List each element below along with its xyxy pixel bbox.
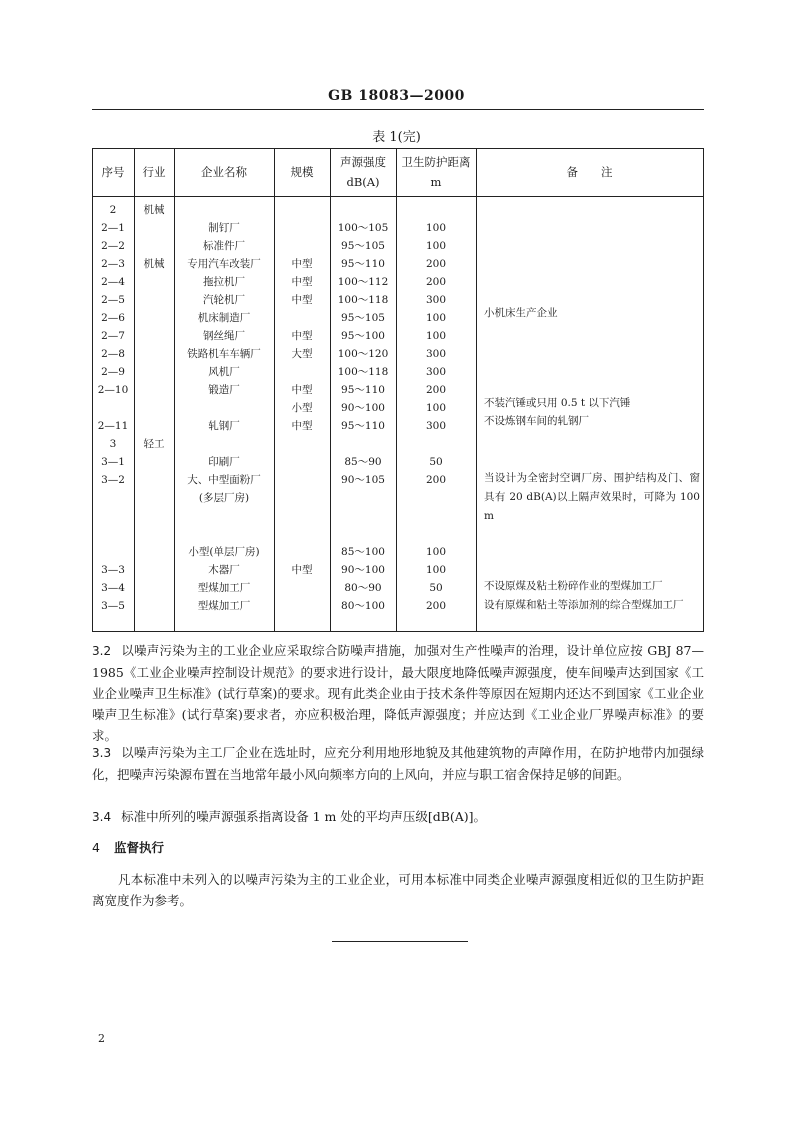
clause-text: 以噪声污染为主的工业企业应采取综合防噪声措施，加强对生产性噪声的治理，设计单位应按 GBJ 87—1985《工业企业噪声控制设计规范》的要求进行设计，最大限度地降低噪声源强度，使车间噪声达到国家《工业企业噪声卫生标准》(试行草案)的要求。现有此类企业由于技术条件等原因在短期内还达不到国家《工业企业噪声卫生标准》(试行草案)要求者，亦应积极治理，降低声源强度；并应达到《工业企业厂界噪声标准》的要求。 bbox=[92, 643, 704, 743]
table-caption: 表 1(完) bbox=[372, 130, 421, 145]
cell-noise: 85～100 bbox=[341, 546, 385, 558]
cell-scale: 中型 bbox=[291, 258, 313, 270]
cell-scale: 中型 bbox=[291, 330, 313, 342]
cell-name: 风机厂 bbox=[208, 366, 240, 378]
cell-no: 2—5 bbox=[101, 294, 125, 306]
clause-3-2 bbox=[92, 640, 704, 746]
cell-noise: 95～105 bbox=[341, 240, 385, 252]
cell-name: 铁路机车车辆厂 bbox=[187, 348, 261, 360]
cell-scale: 大型 bbox=[291, 348, 313, 360]
page-number: 2 bbox=[98, 1032, 105, 1045]
cell-industry: 机械 bbox=[143, 204, 165, 216]
cell-no: 2—4 bbox=[101, 276, 125, 288]
remark-cell: 不装汽锤或只用 0.5 t 以下汽锤 bbox=[484, 397, 631, 409]
cell-distance: 50 bbox=[429, 582, 443, 594]
clause-3-4 bbox=[92, 806, 704, 828]
cell-distance: 200 bbox=[425, 276, 447, 288]
remark-cell: 设有原煤和粘土等添加剂的综合型煤加工厂 bbox=[484, 599, 684, 611]
table-right-border bbox=[703, 148, 704, 632]
section-4-heading bbox=[92, 838, 164, 856]
cell-no: 2—11 bbox=[97, 420, 129, 432]
clause-number: 3.3 bbox=[92, 746, 112, 760]
cell-scale: 中型 bbox=[291, 420, 313, 432]
cell-name: 型煤加工厂 bbox=[197, 582, 251, 594]
col-divider bbox=[134, 148, 135, 632]
remark-cell: 不设原煤及粘土粉碎作业的型煤加工厂 bbox=[484, 580, 663, 592]
clause-text: 标准中所列的噪声源强系指离设备 1 m 处的平均声压级[dB(A)]。 bbox=[121, 809, 487, 824]
cell-no: 2—8 bbox=[101, 348, 125, 360]
cell-name: 型煤加工厂 bbox=[197, 600, 251, 612]
cell-no: 2—6 bbox=[101, 312, 125, 324]
cell-scale: 中型 bbox=[291, 564, 313, 576]
col-header-noise: 声源强度 bbox=[340, 155, 386, 169]
cell-name: 锻造厂 bbox=[208, 384, 240, 396]
table-top-border bbox=[92, 148, 704, 149]
cell-name: 钢丝绳厂 bbox=[203, 330, 245, 342]
remark-cell: 当设计为全密封空调厂房、围护结构及门、窗具有 20 dB(A)以上隔声效果时，可降为 100 m bbox=[484, 472, 700, 522]
cell-no: 3—4 bbox=[101, 582, 125, 594]
table-header-rule bbox=[92, 196, 704, 197]
cell-distance: 100 bbox=[425, 546, 447, 558]
cell-no: 3—5 bbox=[101, 600, 125, 612]
cell-name: 汽轮机厂 bbox=[203, 294, 245, 306]
standard-header: GB 18083—2000 bbox=[328, 88, 465, 104]
clause-3-3 bbox=[92, 742, 704, 785]
cell-noise: 100～112 bbox=[337, 276, 389, 288]
cell-noise: 100～118 bbox=[337, 294, 389, 306]
section-title: 监督执行 bbox=[113, 840, 164, 855]
cell-noise: 90～100 bbox=[341, 564, 385, 576]
cell-distance: 300 bbox=[425, 348, 447, 360]
cell-distance: 100 bbox=[425, 240, 447, 252]
col-header-no: 序号 bbox=[101, 165, 125, 179]
cell-no: 2—1 bbox=[101, 222, 125, 234]
cell-no: 2 bbox=[109, 204, 117, 216]
clause-number: 3.2 bbox=[92, 644, 112, 658]
cell-no: 2—10 bbox=[97, 384, 129, 396]
section-number: 4 bbox=[92, 840, 100, 855]
table-bottom-border bbox=[92, 631, 704, 632]
cell-noise: 80～100 bbox=[341, 600, 385, 612]
noise-distance-table bbox=[92, 148, 704, 632]
cell-name: 印刷厂 bbox=[208, 456, 240, 468]
cell-industry: 轻工 bbox=[143, 438, 165, 450]
cell-no: 3 bbox=[109, 438, 117, 450]
cell-distance: 200 bbox=[425, 600, 447, 612]
col-divider bbox=[476, 148, 477, 632]
cell-name: 木器厂 bbox=[208, 564, 240, 576]
cell-distance: 50 bbox=[429, 456, 443, 468]
remark-cell: 小机床生产企业 bbox=[484, 307, 558, 319]
col-header-remarks: 备 注 bbox=[566, 165, 613, 179]
cell-no: 3—3 bbox=[101, 564, 125, 576]
cell-noise: 95～110 bbox=[341, 258, 385, 270]
col-header-distance-unit: m bbox=[430, 175, 442, 189]
cell-noise: 100～120 bbox=[337, 348, 389, 360]
cell-name: (多层厂房) bbox=[198, 492, 250, 504]
cell-no: 3—1 bbox=[101, 456, 125, 468]
cell-no: 2—7 bbox=[101, 330, 125, 342]
col-header-noise-unit: dB(A) bbox=[346, 175, 380, 189]
cell-name: 专用汽车改装厂 bbox=[187, 258, 261, 270]
col-header-industry: 行业 bbox=[142, 165, 166, 179]
cell-name: 轧钢厂 bbox=[208, 420, 240, 432]
cell-noise: 100～105 bbox=[337, 222, 389, 234]
cell-no: 2—9 bbox=[101, 366, 125, 378]
cell-name: 大、中型面粉厂 bbox=[187, 474, 261, 486]
cell-noise: 90～100 bbox=[341, 402, 385, 414]
col-header-name: 企业名称 bbox=[201, 165, 247, 179]
cell-noise: 90～105 bbox=[341, 474, 385, 486]
cell-distance: 300 bbox=[425, 294, 447, 306]
cell-noise: 95～110 bbox=[341, 384, 385, 396]
cell-distance: 200 bbox=[425, 384, 447, 396]
cell-scale: 中型 bbox=[291, 276, 313, 288]
cell-distance: 200 bbox=[425, 474, 447, 486]
cell-noise: 80～90 bbox=[344, 582, 382, 594]
cell-distance: 100 bbox=[425, 330, 447, 342]
cell-industry: 机械 bbox=[143, 258, 165, 270]
cell-name: 小型(单层厂房) bbox=[188, 546, 260, 558]
clause-text: 以噪声污染为主工厂企业在选址时，应充分利用地形地貌及其他建筑物的声障作用，在防护地带内加强绿化，把噪声污染源布置在当地常年最小风向频率方向的上风向，并应与职工宿舍保持足够的间距。 bbox=[92, 745, 704, 782]
cell-name: 拖拉机厂 bbox=[203, 276, 245, 288]
cell-scale: 小型 bbox=[291, 402, 313, 414]
remark-cell: 不设炼钢车间的轧钢厂 bbox=[484, 415, 589, 427]
cell-name: 制钉厂 bbox=[208, 222, 240, 234]
cell-distance: 300 bbox=[425, 420, 447, 432]
end-rule bbox=[332, 941, 468, 942]
cell-noise: 100～118 bbox=[337, 366, 389, 378]
cell-distance: 200 bbox=[425, 258, 447, 270]
cell-distance: 100 bbox=[425, 312, 447, 324]
cell-no: 2—3 bbox=[101, 258, 125, 270]
cell-no: 3—2 bbox=[101, 474, 125, 486]
cell-distance: 300 bbox=[425, 366, 447, 378]
cell-scale: 中型 bbox=[291, 384, 313, 396]
cell-distance: 100 bbox=[425, 402, 447, 414]
section-4-text: 凡本标准中未列入的以噪声污染为主的工业企业，可用本标准中同类企业噪声源强度相近似的卫生防护距离宽度作为参考。 bbox=[92, 872, 704, 908]
cell-noise: 95～105 bbox=[341, 312, 385, 324]
cell-distance: 100 bbox=[425, 222, 447, 234]
cell-name: 标准件厂 bbox=[203, 240, 245, 252]
cell-noise: 85～90 bbox=[344, 456, 382, 468]
clause-number: 3.4 bbox=[92, 810, 112, 824]
cell-noise: 95～100 bbox=[341, 330, 385, 342]
cell-scale: 中型 bbox=[291, 294, 313, 306]
cell-name: 机床制造厂 bbox=[197, 312, 251, 324]
header-rule bbox=[92, 109, 704, 110]
col-header-scale: 规模 bbox=[290, 165, 314, 179]
cell-noise: 95～110 bbox=[341, 420, 385, 432]
cell-distance: 100 bbox=[425, 564, 447, 576]
cell-no: 2—2 bbox=[101, 240, 125, 252]
col-header-distance: 卫生防护距离 bbox=[401, 155, 471, 169]
